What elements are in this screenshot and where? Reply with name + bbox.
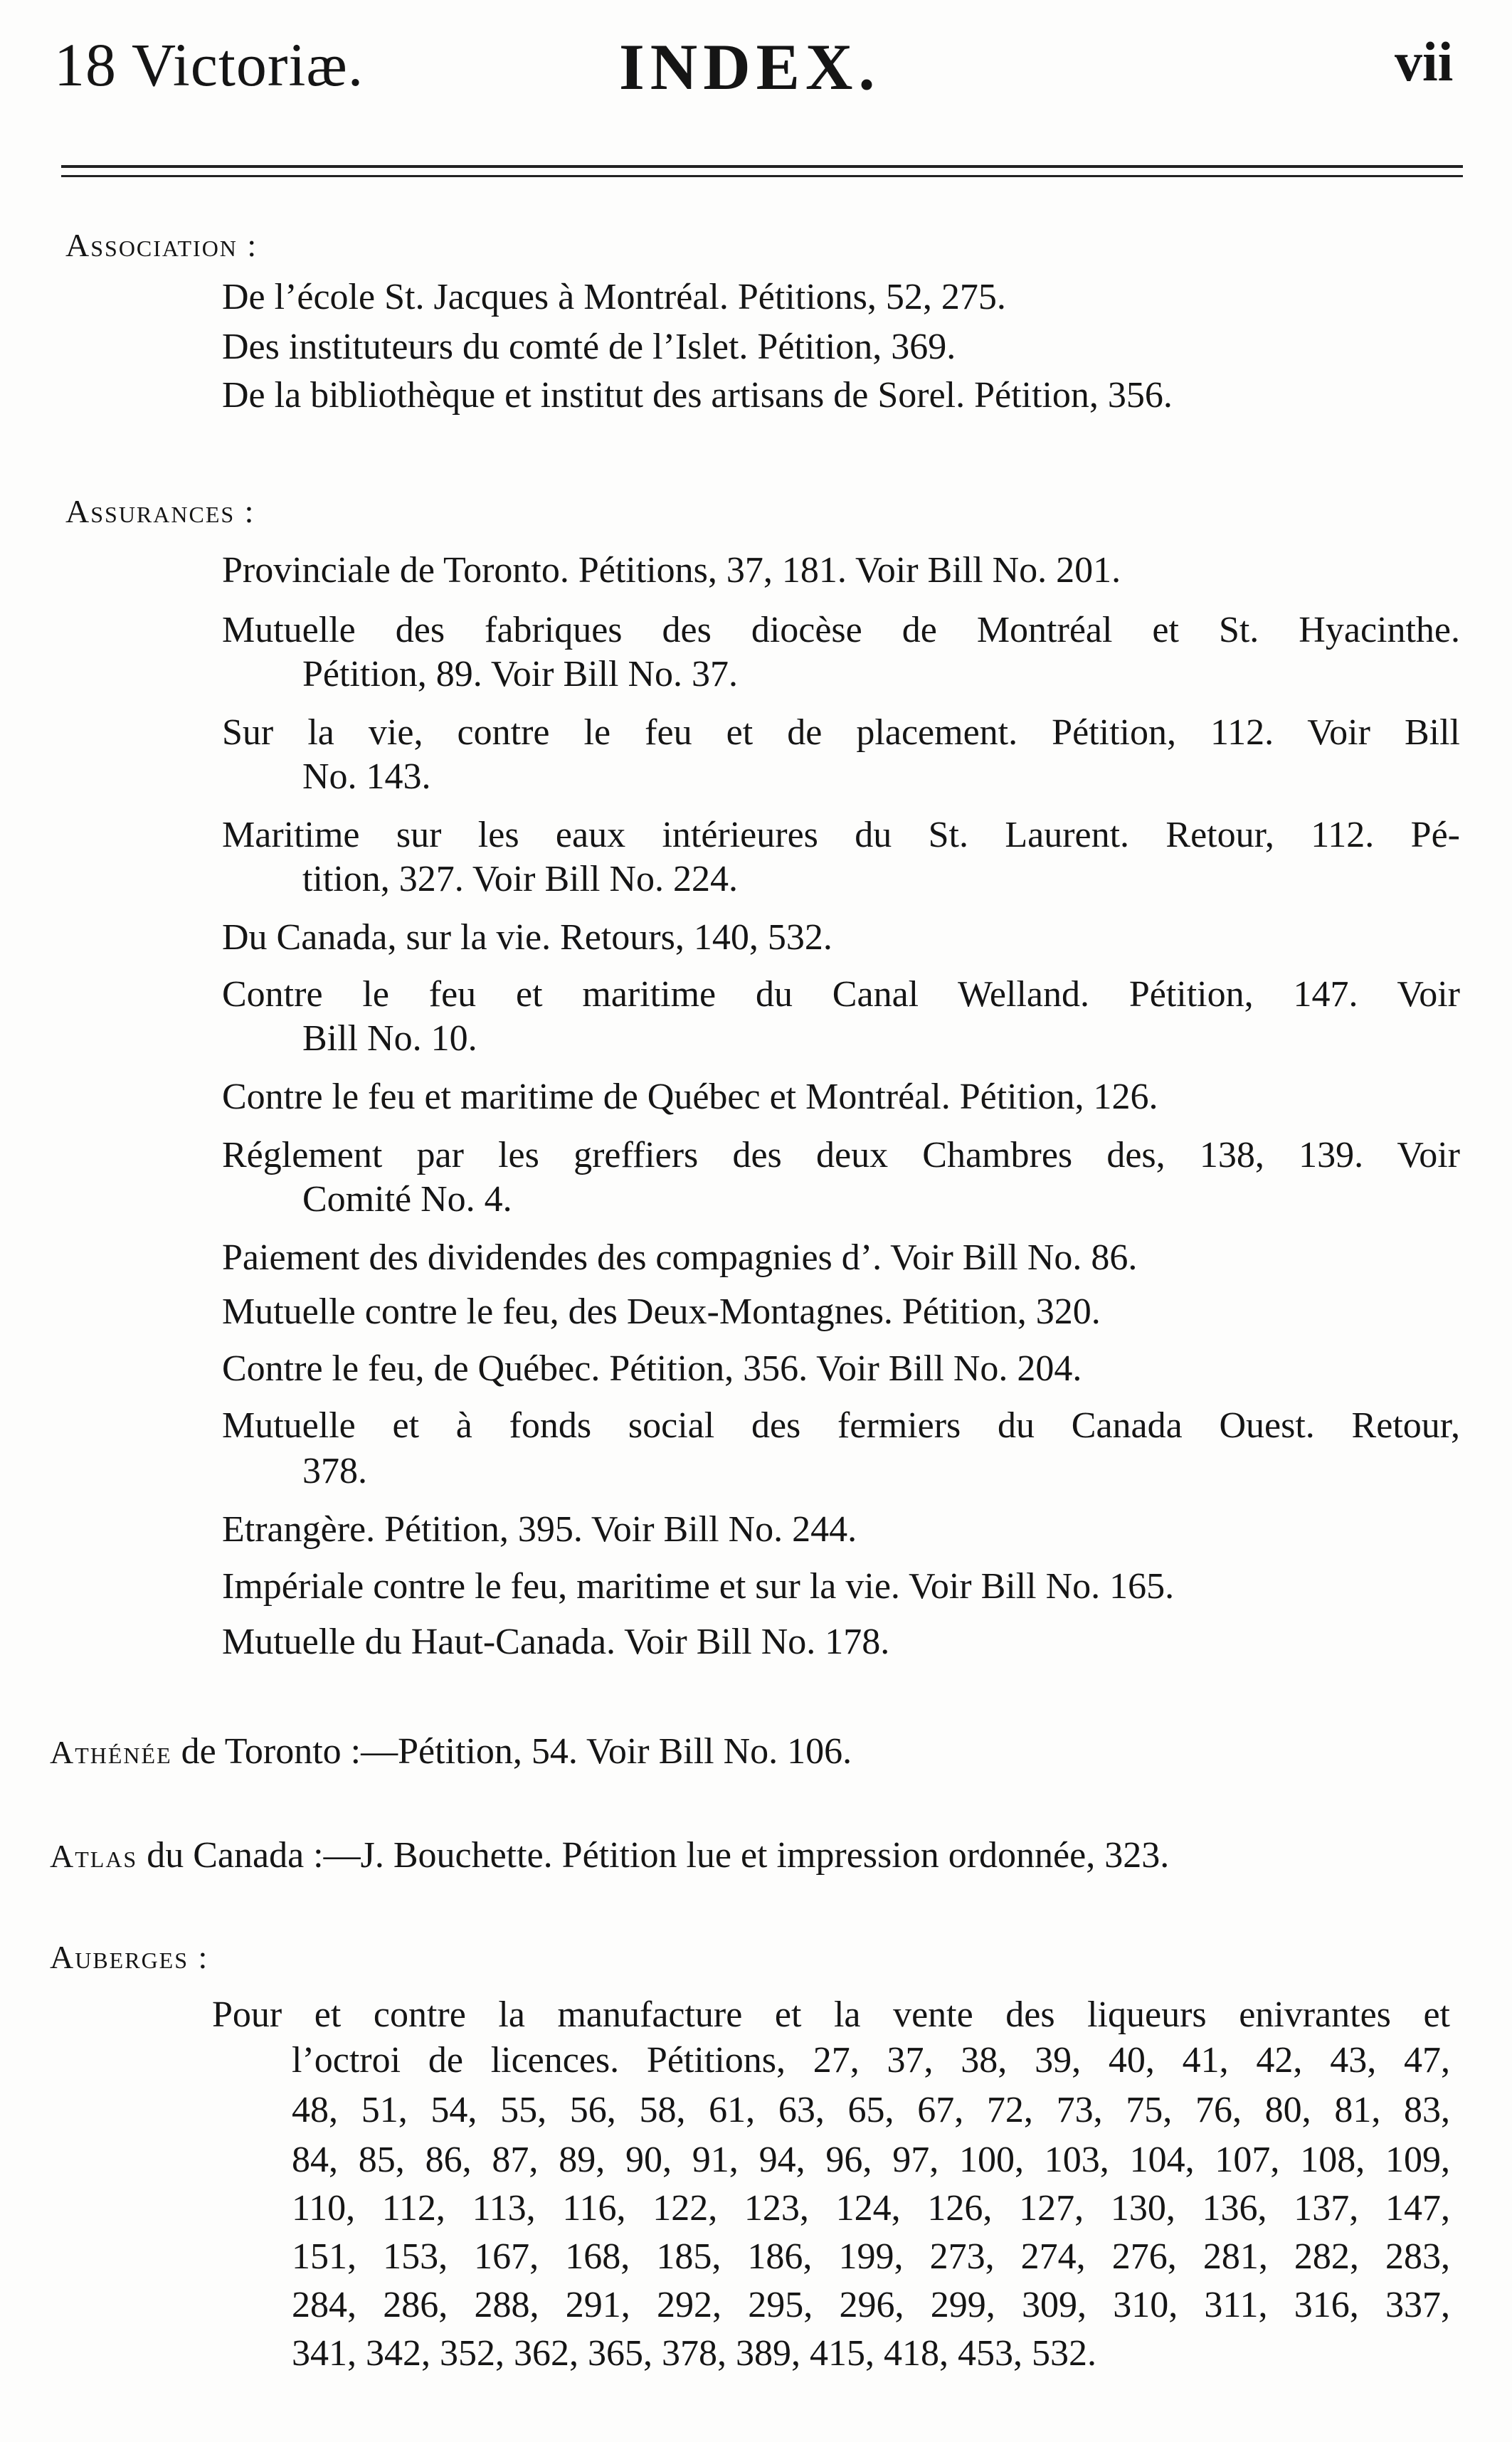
entry-heading-athenee: Athénée [50, 1734, 172, 1770]
entry-line: Contre le feu, de Québec. Pétition, 356. Voir Bill No. 204. [222, 1348, 1082, 1389]
running-head-left: 18 Victoriæ. [54, 31, 364, 99]
entry-line: l’octroi de licences. Pétitions, 27, 37, 38, 39, 40, 41, 42, 43, 47, [292, 2040, 1450, 2081]
entry-line: Mutuelle contre le feu, des Deux-Montagnes. Pétition, 320. [222, 1291, 1101, 1332]
entry-line: Maritime sur les eaux intérieures du St. Laurent. Retour, 112. Pé- [222, 815, 1460, 855]
entry-line: Provinciale de Toronto. Pétitions, 37, 181. Voir Bill No. 201. [222, 550, 1121, 591]
entry-line: 378. [302, 1451, 367, 1491]
entry-line: 84, 85, 86, 87, 89, 90, 91, 94, 96, 97, 100, 103, 104, 107, 108, 109, [292, 2140, 1450, 2180]
page-number: vii [1395, 31, 1454, 92]
entry-heading-atlas: Atlas [50, 1838, 138, 1874]
page-title: INDEX. [619, 31, 881, 103]
entry-line: Bill No. 10. [302, 1018, 477, 1059]
entry-athenee [50, 1733, 852, 1770]
entry-line: Pétition, 89. Voir Bill No. 37. [302, 654, 739, 694]
entry-line: Du Canada, sur la vie. Retours, 140, 532. [222, 917, 832, 958]
entry-line: 48, 51, 54, 55, 56, 58, 61, 63, 65, 67, 72, 73, 75, 76, 80, 81, 83, [292, 2090, 1450, 2130]
header-rule-secondary [61, 175, 1463, 177]
entry-line: De l’école St. Jacques à Montréal. Pétitions, 52, 275. [222, 277, 1006, 317]
entry-line: Réglement par les greffiers des deux Chambres des, 138, 139. Voir [222, 1135, 1460, 1175]
entry-line: Mutuelle et à fonds social des fermiers du Canada Ouest. Retour, [222, 1405, 1460, 1446]
header-rule [61, 165, 1463, 168]
entry-text: de Toronto :—Pétition, 54. Voir Bill No. 106. [181, 1731, 852, 1772]
entry-line: De la bibliothèque et institut des artisans de Sorel. Pétition, 356. [222, 375, 1173, 416]
entry-atlas [50, 1837, 1169, 1874]
entry-line: Sur la vie, contre le feu et de placement. Pétition, 112. Voir Bill [222, 712, 1460, 753]
entry-line: No. 143. [302, 756, 431, 797]
entry-line: Contre le feu et maritime du Canal Welland. Pétition, 147. Voir [222, 974, 1460, 1015]
entry-line: Mutuelle du Haut-Canada. Voir Bill No. 178. [222, 1622, 890, 1662]
entry-line: 110, 112, 113, 116, 122, 123, 124, 126, 127, 130, 136, 137, 147, [292, 2188, 1450, 2229]
entry-line: tition, 327. Voir Bill No. 224. [302, 859, 739, 899]
entry-line: Comité No. 4. [302, 1179, 512, 1220]
entry-heading-assurances: Assurances : [65, 493, 255, 529]
entry-line: 284, 286, 288, 291, 292, 295, 296, 299, 309, 310, 311, 316, 337, [292, 2285, 1450, 2325]
entry-line: 151, 153, 167, 168, 185, 186, 199, 273, 274, 276, 281, 282, 283, [292, 2236, 1450, 2277]
entry-heading-association: Association : [65, 227, 258, 263]
entry-line: 341, 342, 352, 362, 365, 378, 389, 415, 418, 453, 532. [292, 2333, 1096, 2374]
entry-line: Des instituteurs du comté de l’Islet. Pétition, 369. [222, 327, 956, 367]
entry-line: Contre le feu et maritime de Québec et Montréal. Pétition, 126. [222, 1077, 1158, 1117]
entry-heading-auberges: Auberges : [50, 1939, 209, 1975]
entry-line: Pour et contre la manufacture et la vente des liqueurs enivrantes et [212, 1994, 1450, 2035]
entry-line: Etrangère. Pétition, 395. Voir Bill No. 244. [222, 1509, 857, 1550]
entry-line: Impériale contre le feu, maritime et sur la vie. Voir Bill No. 165. [222, 1566, 1175, 1607]
entry-line: Mutuelle des fabriques des diocèse de Montréal et St. Hyacinthe. [222, 610, 1460, 650]
entry-line: Paiement des dividendes des compagnies d’. Voir Bill No. 86. [222, 1237, 1138, 1278]
entry-text: du Canada :—J. Bouchette. Pétition lue et impression ordonnée, 323. [147, 1835, 1170, 1876]
